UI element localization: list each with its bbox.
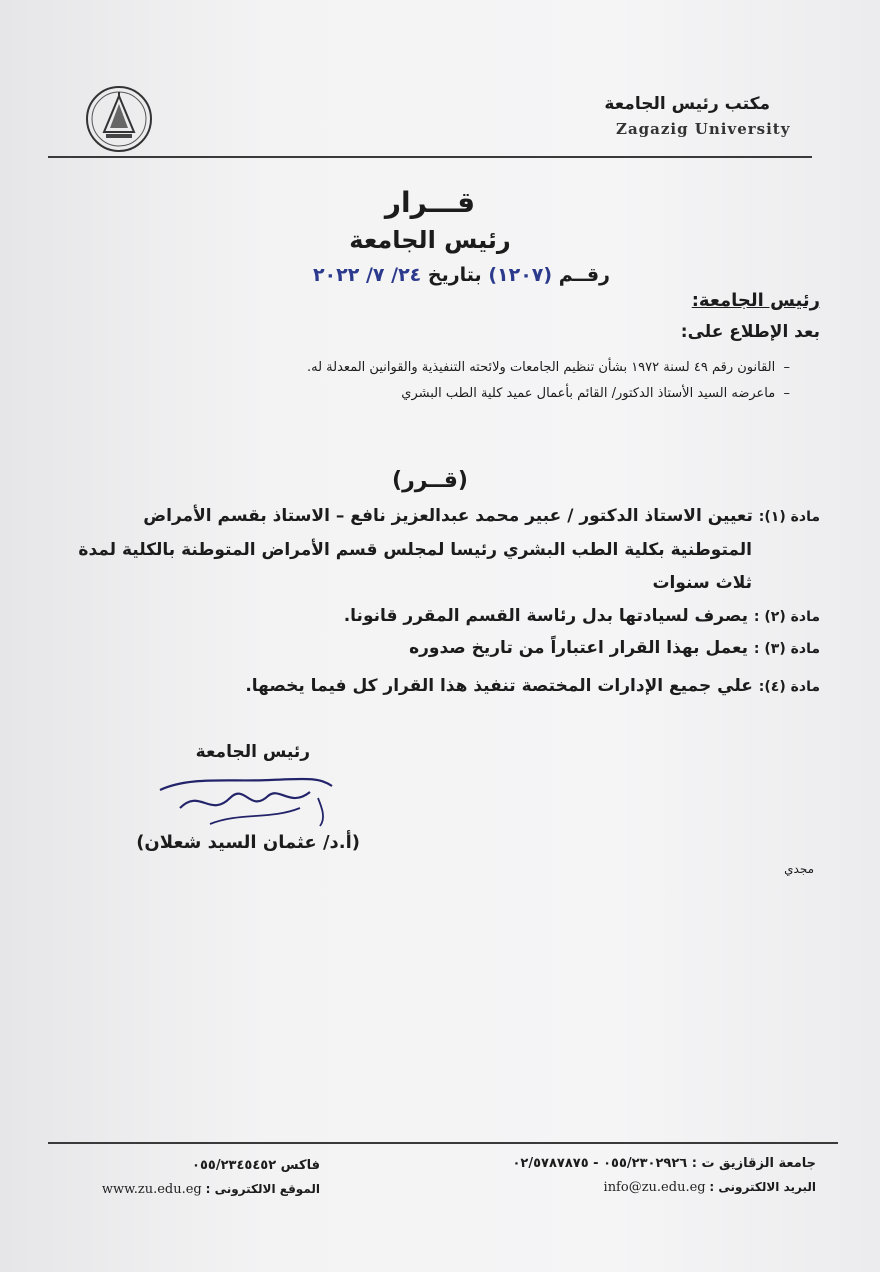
header-rule xyxy=(48,156,812,158)
decided-heading: (قــرر) xyxy=(392,468,468,493)
after-review: بعد الإطلاع على: xyxy=(680,322,820,342)
decision-number-line xyxy=(250,264,610,286)
date-value: ٢٤/ ٧/ ٢٠٢٢ xyxy=(312,264,422,286)
article-text: تعيين الاستاذ الدكتور / عبير محمد عبدالعزيز نافع – الاستاذ بقسم الأمراض xyxy=(143,506,753,526)
handwritten-signature xyxy=(150,768,340,832)
decision-title: قـــرار xyxy=(384,186,476,219)
list-dash: – xyxy=(775,386,790,401)
signature-title: رئيس الجامعة xyxy=(195,742,310,762)
email-label: البريد الالكترونى : xyxy=(709,1180,816,1194)
article-text: ثلاث سنوات xyxy=(652,573,752,593)
list-dash: – xyxy=(775,360,790,375)
signatory-name: (أ.د/ عثمان السيد شعلان) xyxy=(136,832,360,853)
article-label: مادة (٢) : xyxy=(753,609,820,625)
university-name-en: Zagazig University xyxy=(616,120,791,138)
university-seal-logo xyxy=(84,84,154,154)
article-label: مادة (٣) : xyxy=(753,641,820,657)
number-value: (١٢٠٧) xyxy=(488,264,553,286)
article-text: المتوطنية بكلية الطب البشري رئيسا لمجلس قسم الأمراض المتوطنة بالكلية لمدة xyxy=(78,540,752,560)
article-label: مادة (٤): xyxy=(758,679,820,695)
article-1 xyxy=(60,500,820,600)
article-2 xyxy=(60,606,820,626)
article-text: علي جميع الإدارات المختصة تنفيذ هذا القرار كل فيما يخصها. xyxy=(245,676,753,696)
footer-email xyxy=(376,1180,816,1195)
article-label: مادة (١): xyxy=(758,509,820,525)
president-title: رئيس الجامعة xyxy=(349,226,511,254)
article-text: يعمل بهذا القرار اعتباراً من تاريخ صدوره xyxy=(409,638,748,658)
addressee: رئيس الجامعة: xyxy=(691,290,820,311)
footer-fax: فاكس ٠٥٥/٢٣٤٥٤٥٢ xyxy=(192,1158,320,1173)
office-name: مكتب رئيس الجامعة xyxy=(604,94,770,114)
date-label: بتاريخ xyxy=(427,264,482,286)
number-label: رقــم xyxy=(558,264,610,286)
typist-initials: مجدي xyxy=(784,862,814,876)
article-3 xyxy=(60,638,820,658)
website-link[interactable]: www.zu.edu.eg xyxy=(101,1182,202,1197)
article-text: يصرف لسيادتها بدل رئاسة القسم المقرر قانونا. xyxy=(343,606,748,626)
website-label: الموقع الالكترونى : xyxy=(205,1182,320,1196)
preamble-item-text: ماعرضه السيد الأستاذ الدكتور/ القائم بأعمال عميد كلية الطب البشري xyxy=(401,386,776,401)
footer-website xyxy=(60,1182,320,1197)
preamble-item xyxy=(170,386,790,401)
preamble-item-text: القانون رقم ٤٩ لسنة ١٩٧٢ بشأن تنظيم الجامعات ولائحته التنفيذية والقوانين المعدلة له. xyxy=(306,360,776,375)
email-link[interactable]: info@zu.edu.eg xyxy=(603,1180,706,1195)
article-4 xyxy=(60,676,820,696)
footer-rule xyxy=(48,1142,838,1144)
preamble-item xyxy=(170,360,790,375)
footer-university-phone: جامعة الزقازيق ت : ٠٥٥/٢٣٠٢٩٢٦ - ٠٢/٥٧٨٧٨٧٥ xyxy=(512,1156,816,1171)
